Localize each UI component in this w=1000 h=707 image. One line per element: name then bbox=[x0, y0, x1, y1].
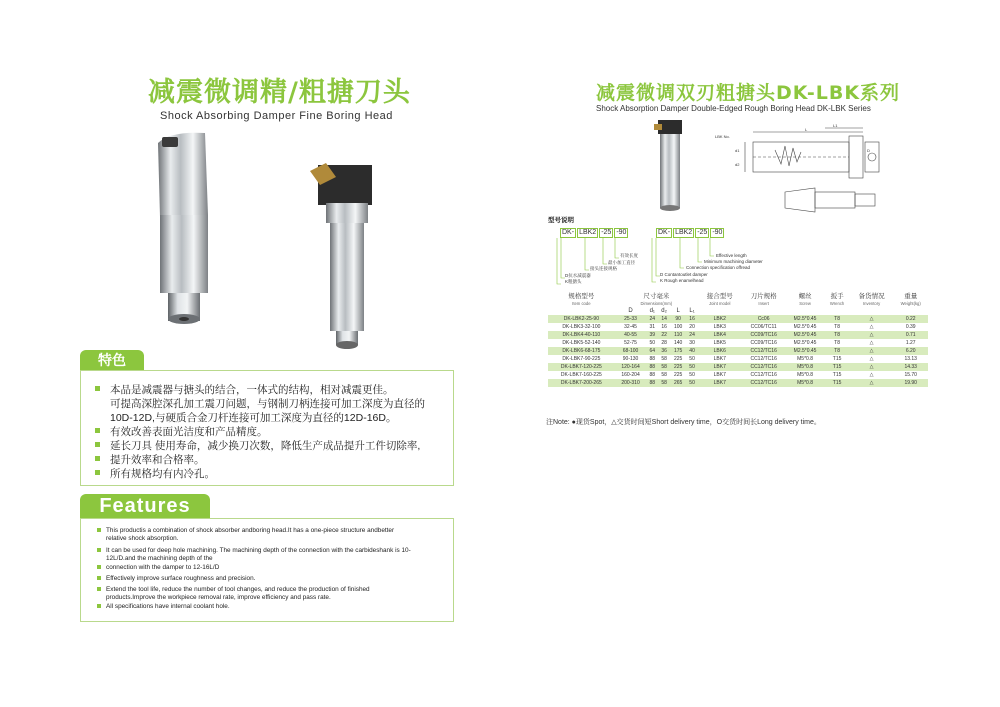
code-segment: LBK2 bbox=[579, 229, 597, 236]
table-cell: 88 bbox=[646, 379, 658, 387]
drawing-label-d: D bbox=[867, 148, 870, 153]
product-photo-fine-boring-heads bbox=[150, 125, 380, 355]
features-cn-box bbox=[80, 370, 454, 486]
spec-table-wrapper bbox=[548, 293, 928, 387]
table-cell: M2.5*0.45 bbox=[786, 339, 825, 347]
table-cell: 90 bbox=[670, 315, 686, 323]
feature-cn-item-cont: 可提高深腔深孔加工震刀问题，与钢制刀柄连接可加工深度为直径的 bbox=[110, 398, 425, 410]
bullet-icon bbox=[95, 386, 100, 391]
table-cell: 52-75 bbox=[615, 339, 647, 347]
table-cell: DK-LBK5-52-140 bbox=[548, 339, 615, 347]
subheader-cell bbox=[548, 307, 615, 315]
table-cell: △ bbox=[850, 315, 894, 323]
table-cell: M2.5*0.45 bbox=[786, 323, 825, 331]
code-segment: DK- bbox=[658, 229, 671, 236]
table-cell: 58 bbox=[658, 379, 670, 387]
table-cell: T8 bbox=[824, 323, 849, 331]
table-cell: LBK4 bbox=[698, 331, 742, 339]
table-row bbox=[548, 379, 928, 387]
table-cell: 39 bbox=[646, 331, 658, 339]
table-cell: 58 bbox=[658, 371, 670, 379]
table-cell: 88 bbox=[646, 363, 658, 371]
feature-en-item: This productis a combination of shock absorber andboring head.It has a one-piece structure andbetter bbox=[97, 527, 437, 535]
table-row bbox=[548, 363, 928, 371]
technical-drawing bbox=[715, 122, 885, 222]
code-note-cn: 有效长度 bbox=[620, 253, 638, 258]
table-cell: CC09/TC16 bbox=[742, 339, 786, 347]
table-cell: 50 bbox=[646, 339, 658, 347]
product-photo-lbk-head bbox=[650, 118, 690, 218]
table-cell: 13.13 bbox=[893, 355, 928, 363]
table-row bbox=[548, 355, 928, 363]
table-cell: T8 bbox=[824, 347, 849, 355]
bullet-icon bbox=[97, 576, 101, 580]
code-note-en: D Contantoutlet damper bbox=[660, 272, 708, 277]
bullet-icon bbox=[95, 456, 100, 461]
bullet-icon bbox=[97, 587, 101, 591]
table-cell: DK-LBK4-40-110 bbox=[548, 331, 615, 339]
table-cell: LBK7 bbox=[698, 371, 742, 379]
feature-cn-item: 有效改善表面光洁度和产品精度。 bbox=[95, 425, 268, 439]
drawing-label-d2: d2 bbox=[735, 162, 740, 167]
table-cell: M5*0.8 bbox=[786, 379, 825, 387]
table-cell: CC12/TC16 bbox=[742, 355, 786, 363]
table-cell: 0.71 bbox=[893, 331, 928, 339]
table-cell: 110 bbox=[670, 331, 686, 339]
subheader-cell: L bbox=[676, 308, 680, 314]
table-cell: DK-LBK6-68-175 bbox=[548, 347, 615, 355]
bullet-icon bbox=[95, 428, 100, 433]
code-segment: DK- bbox=[562, 229, 575, 236]
table-cell: 50 bbox=[686, 371, 698, 379]
code-segment: -90 bbox=[712, 229, 723, 236]
bullet-icon bbox=[97, 528, 101, 532]
table-cell: 28 bbox=[658, 339, 670, 347]
drawing-label-l: L bbox=[805, 127, 808, 132]
table-cell: 15.70 bbox=[893, 371, 928, 379]
feature-en-item: It can be used for deep hole machining. The machining depth of the connection with the carbideshank is 10- bbox=[97, 547, 437, 555]
code-note-en: Effective length bbox=[716, 253, 747, 258]
code-note-en: Connection specification offread bbox=[686, 265, 750, 270]
subheader-cell: d₂ bbox=[661, 308, 667, 314]
drawing-label-l1: L1 bbox=[833, 123, 838, 128]
table-cell: 175 bbox=[670, 347, 686, 355]
table-cell: T15 bbox=[824, 371, 849, 379]
table-header-row bbox=[548, 293, 928, 307]
code-note-cn: D抗水减震器 bbox=[565, 273, 591, 278]
table-cell: M5*0.8 bbox=[786, 363, 825, 371]
feature-en-item: connection with the damper to 12-16L/D bbox=[97, 564, 437, 572]
drawing-label-d1: d1 bbox=[735, 148, 740, 153]
table-cell: 265 bbox=[670, 379, 686, 387]
table-cell: △ bbox=[850, 363, 894, 371]
features-en-box bbox=[80, 518, 454, 622]
th-screw: 螺丝 Screw bbox=[798, 293, 812, 306]
table-cell: T8 bbox=[824, 315, 849, 323]
table-cell: △ bbox=[850, 339, 894, 347]
table-cell: T15 bbox=[824, 379, 849, 387]
feature-cn-item: 延长刀具 使用寿命，减少换刀次数，降低生产成品提升工件切除率, bbox=[95, 439, 420, 453]
table-row bbox=[548, 371, 928, 379]
feature-cn-item-cont: 10D-12D,与硬质合金刀杆连接可加工深度为直径的12D-16D。 bbox=[110, 412, 397, 424]
code-note-en: K Rough enamelhead bbox=[660, 278, 704, 283]
feature-cn-item: 提升效率和合格率。 bbox=[95, 453, 205, 467]
th-joint-model: 接合型号 Joint model bbox=[706, 293, 733, 306]
table-cell: DK-LBK7-90-225 bbox=[548, 355, 615, 363]
table-cell: 58 bbox=[658, 355, 670, 363]
table-cell: 68-100 bbox=[615, 347, 647, 355]
table-cell: M2.5*0.45 bbox=[786, 331, 825, 339]
table-cell: 120-164 bbox=[615, 363, 647, 371]
subheader-cell bbox=[698, 307, 928, 315]
th-insert: 刀片规格 Insert bbox=[750, 293, 777, 306]
code-segment: -90 bbox=[616, 229, 627, 236]
table-cell: Cc06 bbox=[742, 315, 786, 323]
table-cell: 225 bbox=[670, 363, 686, 371]
table-cell: 225 bbox=[670, 355, 686, 363]
table-cell: △ bbox=[850, 331, 894, 339]
table-cell: 36 bbox=[658, 347, 670, 355]
subheader-cell: D bbox=[628, 308, 633, 314]
table-cell: △ bbox=[850, 355, 894, 363]
table-cell: CC12/TC16 bbox=[742, 371, 786, 379]
feature-cn-item: 本品是减震器与搪头的结合，一体式的结构，相对减震更佳。 bbox=[95, 383, 394, 397]
feature-en-item-cont: products.Improve the workpiece removal rate, improve efficiency and pass rate. bbox=[106, 593, 331, 601]
table-cell: M5*0.8 bbox=[786, 355, 825, 363]
model-code-cn bbox=[560, 228, 629, 238]
table-row bbox=[548, 323, 928, 331]
th-weight: 重量 Weight(kg) bbox=[900, 293, 921, 306]
code-segment: -25 bbox=[601, 229, 612, 236]
code-note-cn: 最小加工直径 bbox=[608, 260, 635, 265]
table-row bbox=[548, 339, 928, 347]
table-row bbox=[548, 331, 928, 339]
table-cell: CC12/TC16 bbox=[742, 347, 786, 355]
table-cell: LBK7 bbox=[698, 355, 742, 363]
table-cell: 0.39 bbox=[893, 323, 928, 331]
code-note-cn: K粗搪头 bbox=[565, 279, 582, 284]
table-cell: 225 bbox=[670, 371, 686, 379]
spec-table-body bbox=[548, 315, 928, 387]
table-cell: △ bbox=[850, 323, 894, 331]
table-cell: 160-204 bbox=[615, 371, 647, 379]
feature-en-item: Effectively improve surface roughness and precision. bbox=[97, 575, 437, 583]
table-cell: LBK2 bbox=[698, 315, 742, 323]
features-en-tab: Features bbox=[80, 494, 210, 518]
table-cell: DK-LBK3-32-100 bbox=[548, 323, 615, 331]
table-cell: 50 bbox=[686, 379, 698, 387]
table-cell: △ bbox=[850, 379, 894, 387]
table-note: 注Note: ●现货Spot，△交货时间短Short delivery time，O交货时间长Long delivery time。 bbox=[546, 419, 821, 426]
table-cell: M5*0.8 bbox=[786, 371, 825, 379]
table-cell: CC12/TC16 bbox=[742, 379, 786, 387]
table-cell: 14.33 bbox=[893, 363, 928, 371]
table-cell: 40-55 bbox=[615, 331, 647, 339]
table-cell: M2.5*0.45 bbox=[786, 315, 825, 323]
feature-en-item-cont: 12L/D.and the machining depth of the bbox=[106, 554, 213, 562]
table-cell: 58 bbox=[658, 363, 670, 371]
table-cell: DK-LBK7-200-265 bbox=[548, 379, 615, 387]
bullet-icon bbox=[97, 565, 101, 569]
table-row bbox=[548, 315, 928, 323]
feature-cn-item: 所有规格均有内冷孔。 bbox=[95, 467, 215, 481]
table-cell: 22 bbox=[658, 331, 670, 339]
drawing-label-lbk-no: LBK No. bbox=[715, 134, 730, 139]
table-subheader-row bbox=[548, 307, 928, 315]
table-cell: 16 bbox=[686, 315, 698, 323]
th-inventory: 备货情况 Inventory bbox=[858, 293, 885, 306]
table-cell: T8 bbox=[824, 339, 849, 347]
table-row bbox=[548, 347, 928, 355]
table-cell: 64 bbox=[646, 347, 658, 355]
right-page-title: 减震微调双刃粗搪头DK-LBK系列 bbox=[596, 82, 901, 104]
table-cell: 88 bbox=[646, 371, 658, 379]
table-cell: CC09/TC16 bbox=[742, 331, 786, 339]
table-cell: 16 bbox=[658, 323, 670, 331]
table-cell: △ bbox=[850, 347, 894, 355]
table-cell: LBK7 bbox=[698, 363, 742, 371]
subheader-cell: L₁ bbox=[689, 308, 695, 314]
bullet-icon bbox=[95, 442, 100, 447]
table-cell: CC06/TC11 bbox=[742, 323, 786, 331]
table-cell: 140 bbox=[670, 339, 686, 347]
left-page-subtitle: Shock Absorbing Damper Fine Boring Head bbox=[160, 110, 393, 122]
code-segment: -25 bbox=[697, 229, 708, 236]
table-cell: 1.27 bbox=[893, 339, 928, 347]
spec-table bbox=[548, 293, 928, 387]
table-cell: LBK7 bbox=[698, 379, 742, 387]
table-cell: 24 bbox=[646, 315, 658, 323]
features-cn-tab: 特色 bbox=[80, 350, 144, 370]
table-cell: 40 bbox=[686, 347, 698, 355]
code-note-cn: 接头连接规格 bbox=[590, 266, 617, 271]
th-item-code: 规格型号 Item code bbox=[568, 293, 595, 306]
table-cell: DK-LBK7-120-225 bbox=[548, 363, 615, 371]
table-cell: 30 bbox=[686, 339, 698, 347]
table-cell: LBK3 bbox=[698, 323, 742, 331]
table-cell: 32-45 bbox=[615, 323, 647, 331]
table-cell: 90-130 bbox=[615, 355, 647, 363]
model-code-en bbox=[656, 228, 725, 238]
table-cell: T15 bbox=[824, 355, 849, 363]
table-cell: 6.20 bbox=[893, 347, 928, 355]
table-cell: 19.90 bbox=[893, 379, 928, 387]
code-segment: LBK2 bbox=[675, 229, 693, 236]
table-cell: T15 bbox=[824, 363, 849, 371]
table-cell: 100 bbox=[670, 323, 686, 331]
feature-en-item: Extend the tool life, reduce the number of tool changes, and reduce the production of finished bbox=[97, 586, 437, 594]
table-cell: 50 bbox=[686, 363, 698, 371]
th-dimensions: 尺寸毫米 Dimensions(mm) bbox=[640, 293, 673, 306]
table-cell: 88 bbox=[646, 355, 658, 363]
table-cell: DK-LBK7-160-225 bbox=[548, 371, 615, 379]
table-cell: LBK6 bbox=[698, 347, 742, 355]
table-cell: DK-LBK2-25-90 bbox=[548, 315, 615, 323]
table-cell: △ bbox=[850, 371, 894, 379]
th-wrench: 扳手 Wrench bbox=[829, 293, 845, 306]
table-cell: T8 bbox=[824, 331, 849, 339]
table-cell: 200-310 bbox=[615, 379, 647, 387]
right-page-subtitle: Shock Absorption Damper Double-Edged Rough Boring Head DK-LBK Series bbox=[596, 104, 871, 113]
table-cell: 24 bbox=[686, 331, 698, 339]
table-cell: 25-33 bbox=[615, 315, 647, 323]
table-cell: CC12/TC16 bbox=[742, 363, 786, 371]
code-note-en: Minimum machining diameter bbox=[704, 259, 763, 264]
model-code-label: 型号说明 bbox=[548, 217, 574, 224]
table-cell: 31 bbox=[646, 323, 658, 331]
table-cell: 14 bbox=[658, 315, 670, 323]
table-cell: 50 bbox=[686, 355, 698, 363]
table-cell: 20 bbox=[686, 323, 698, 331]
bullet-icon bbox=[95, 470, 100, 475]
bullet-icon bbox=[97, 604, 101, 608]
table-cell: 0.22 bbox=[893, 315, 928, 323]
feature-en-item: All specifications have internal coolant hole. bbox=[97, 603, 437, 611]
table-cell: M2.5*0.45 bbox=[786, 347, 825, 355]
bullet-icon bbox=[97, 548, 101, 552]
subheader-cell: d₁ bbox=[649, 308, 655, 314]
feature-en-item-cont: relative shock absorption. bbox=[106, 534, 179, 542]
table-cell: LBK5 bbox=[698, 339, 742, 347]
left-page-title: 减震微调精/粗搪刀头 bbox=[148, 77, 411, 108]
